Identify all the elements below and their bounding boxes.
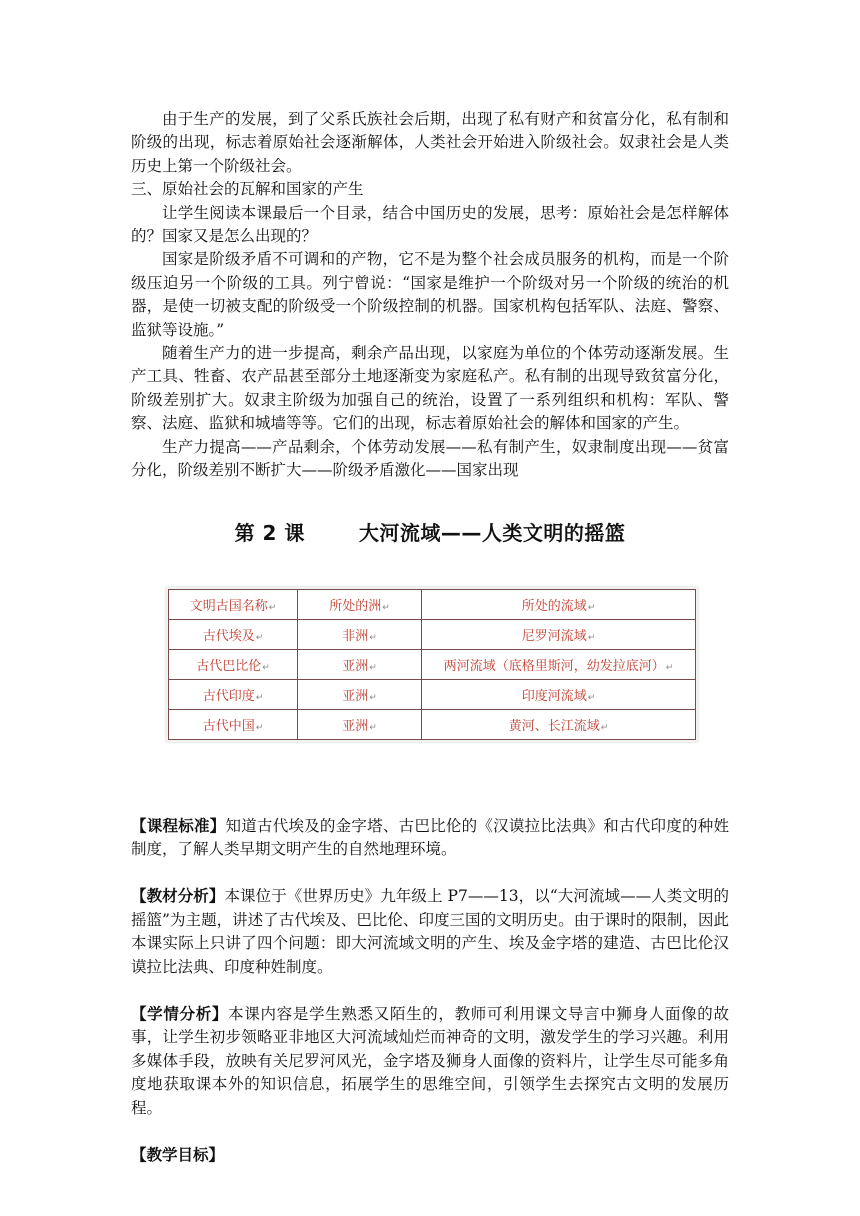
paragraph-mark-icon: ↵ <box>369 692 377 703</box>
paragraph-mark-icon: ↵ <box>255 692 264 703</box>
table-cell <box>421 679 695 709</box>
textbook-analysis <box>131 884 729 979</box>
table-cell-text: 亚洲 <box>342 718 369 734</box>
table-cell <box>421 649 695 679</box>
teaching-goals-label: 【教学目标】 <box>131 1144 225 1164</box>
table-cell-text: 古代印度 <box>202 688 255 704</box>
lesson-title <box>131 513 729 553</box>
paragraph-mark-icon: ↵ <box>268 602 277 613</box>
textbook-analysis-text: 本课位于《世界历史》九年级上 P7——13，以“大河流域——人类文明的摇篮”为主题，讲述了古代埃及、巴比伦、印度三国的文明历史。由于课时的限制，因此本课实际上只讲了四个问题：即大河流域文明的产生、埃及金字塔的建造、古巴比伦汉谟拉比法典、印度种姓制度。 <box>131 887 729 976</box>
table-cell <box>169 649 298 679</box>
table-cell-text: 所处的洲 <box>329 598 382 614</box>
course-standard-text: 知道古代埃及的金字塔、古巴比伦的《汉谟拉比法典》和古代印度的种姓制度，了解人类早期文明产生的自然地理环境。 <box>131 816 729 858</box>
teaching-goals <box>131 1143 729 1167</box>
table-cell-text: 印度河流域 <box>521 688 587 704</box>
course-standard-label: 【课程标准】 <box>131 815 226 835</box>
table-cell <box>298 679 422 709</box>
table-cell <box>298 649 422 679</box>
paragraph-mark-icon: ↵ <box>369 632 377 643</box>
table-cell <box>421 619 695 649</box>
intro-paragraph-5: 生产力提高——产品剩余，个体劳动发展——私有制产生，奴隶制度出现——贫富分化，阶级差别不断扩大——阶级矛盾激化——国家出现 <box>131 437 729 480</box>
table-cell-text: 所处的流域 <box>521 598 587 614</box>
learner-analysis <box>131 1002 729 1120</box>
table-cell <box>298 619 422 649</box>
table-row <box>169 679 696 709</box>
civilization-table <box>168 589 696 740</box>
table-row <box>169 649 696 679</box>
course-standard <box>131 814 729 862</box>
table-cell <box>298 589 422 619</box>
paragraph-mark-icon: ↵ <box>255 632 264 643</box>
table-cell <box>169 709 298 739</box>
table-cell-text: 非洲 <box>342 628 369 644</box>
table-row <box>169 619 696 649</box>
paragraph-mark-icon: ↵ <box>587 602 596 613</box>
paragraph-mark-icon: ↵ <box>255 722 264 733</box>
intro-paragraph-1: 由于生产的发展，到了父系氏族社会后期，出现了私有财产和贫富分化，私有制和阶级的出现，标志着原始社会逐渐解体，人类社会开始进入阶级社会。奴隶社会是人类历史上第一个阶级社会。 <box>131 110 729 175</box>
paragraph-mark-icon: ↵ <box>382 602 390 613</box>
section-heading-3: 三、原始社会的瓦解和国家的产生 <box>131 180 364 199</box>
table-cell <box>169 679 298 709</box>
civilization-table-image <box>166 587 698 742</box>
learner-analysis-text: 本课内容是学生熟悉又陌生的，教师可利用课文导言中狮身人面像的故事，让学生初步领略亚非地区大河流域灿烂而神奇的文明，激发学生的学习兴趣。利用多媒体手段，放映有关尼罗河风光，金字塔及狮身人面像的资料片，让学生尽可能多角度地获取课本外的知识信息，拓展学生的思维空间，引领学生去探究古文明的发展历程。 <box>131 1004 729 1117</box>
table-cell-text: 亚洲 <box>342 688 369 704</box>
learner-analysis-label: 【学情分析】 <box>131 1003 229 1023</box>
paragraph-mark-icon: ↵ <box>587 632 596 643</box>
paragraph-mark-icon: ↵ <box>262 662 270 673</box>
table-header-row <box>169 589 696 619</box>
lesson-name: 大河流域——人类文明的摇篮 <box>358 520 626 545</box>
table-cell-text: 尼罗河流域 <box>521 628 587 644</box>
table-cell <box>169 619 298 649</box>
document-page <box>131 108 729 1167</box>
table-cell-text: 两河流域（底格里斯河，幼发拉底河） <box>443 658 665 674</box>
table-cell-text: 古代埃及 <box>202 628 255 644</box>
table-cell <box>421 709 695 739</box>
table-cell <box>169 589 298 619</box>
intro-paragraph-4: 随着生产力的进一步提高，剩余产品出现，以家庭为单位的个体劳动逐渐发展。生产工具、牲畜、农产品甚至部分土地逐渐变为家庭私产。私有制的出现导致贫富分化，阶级差别扩大。奴隶主阶级为加强自己的统治，设置了一系列组织和机构：军队、警察、法庭、监狱和城墙等等。它们的出现，标志着原始社会的解体和国家的产生。 <box>131 344 729 433</box>
table-cell-text: 古代中国 <box>202 718 255 734</box>
paragraph-mark-icon: ↵ <box>665 662 674 673</box>
paragraph-mark-icon: ↵ <box>369 722 377 733</box>
paragraph-mark-icon: ↵ <box>587 692 596 703</box>
lesson-number: 第 2 课 <box>234 520 305 545</box>
textbook-analysis-label: 【教材分析】 <box>131 886 225 906</box>
paragraph-mark-icon: ↵ <box>369 662 377 673</box>
table-cell-text: 亚洲 <box>342 658 369 674</box>
paragraph-mark-icon: ↵ <box>600 722 609 733</box>
intro-paragraph-2: 让学生阅读本课最后一个目录，结合中国历史的发展，思考：原始社会是怎样解体的？国家又是怎么出现的？ <box>131 203 729 246</box>
table-cell <box>298 709 422 739</box>
table-cell-text: 文明古国名称 <box>189 598 268 614</box>
table-cell <box>421 589 695 619</box>
table-row <box>169 709 696 739</box>
table-cell-text: 古代巴比伦 <box>196 658 262 674</box>
intro-paragraph-3: 国家是阶级矛盾不可调和的产物，它不是为整个社会成员服务的机构，而是一个阶级压迫另一个阶级的工具。列宁曾说：“国家是维护一个阶级对另一个阶级的统治的机器，是使一切被支配的阶级受一个阶级控制的机器。国家机构包括军队、法庭、警察、监狱等设施。” <box>131 250 729 339</box>
table-cell-text: 黄河、长江流域 <box>508 718 600 734</box>
